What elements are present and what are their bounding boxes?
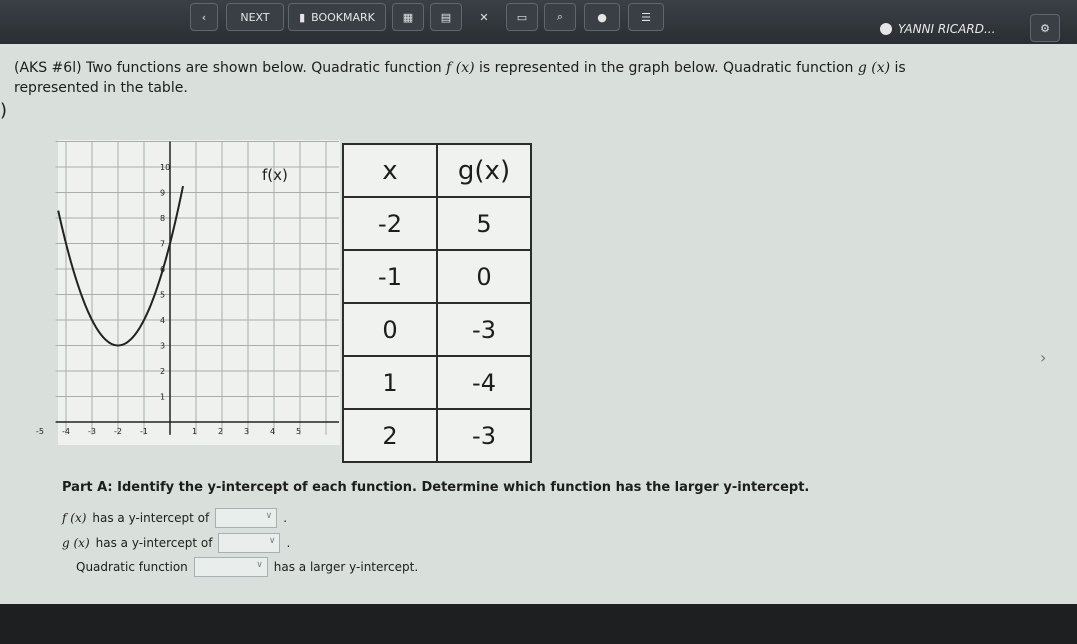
- table-row: [343, 197, 531, 250]
- y-tick-label: 2: [160, 367, 166, 376]
- g-table: [342, 143, 532, 463]
- question-middle: is represented in the graph below. Quadratic function: [474, 60, 858, 76]
- question-text: [14, 58, 1064, 98]
- table-row: [343, 303, 531, 356]
- user-name: YANNI RICARD...: [898, 22, 996, 36]
- question-suffix: is: [890, 60, 906, 76]
- f-intercept-dropdown[interactable]: [215, 508, 277, 528]
- table-header-row: [343, 144, 531, 197]
- table-cell: -3: [437, 303, 531, 356]
- bookmark-label: BOOKMARK: [311, 10, 375, 24]
- grid-icon[interactable]: ▦: [392, 3, 424, 31]
- answer-line-g: [62, 533, 290, 553]
- y-tick-label: 3: [160, 341, 166, 351]
- x-tick-label: -3: [88, 427, 96, 436]
- table-cell: 0: [343, 303, 437, 356]
- table-cell: -3: [437, 409, 531, 462]
- table-cell: -4: [437, 356, 531, 409]
- y-tick-label: 8: [160, 214, 166, 223]
- next-button[interactable]: [226, 3, 284, 31]
- chevron-down-icon: ∨: [256, 560, 263, 570]
- x-tick-label: 3: [244, 427, 250, 436]
- x-tick-label: 2: [218, 427, 224, 436]
- table-row: [343, 250, 531, 303]
- bookmark-icon: ▮: [299, 10, 306, 24]
- chevron-down-icon: ∨: [265, 511, 273, 521]
- chevron-right-icon: ›: [1040, 348, 1047, 367]
- x-tick-label: 4: [270, 427, 276, 436]
- g-intercept-dropdown[interactable]: [218, 533, 280, 553]
- answer-line-f: [62, 508, 287, 528]
- answer-text: Quadratic function: [76, 560, 188, 574]
- table-cell: 1: [343, 356, 437, 409]
- answer-line-compare: [76, 557, 418, 577]
- table-cell: -2: [343, 197, 437, 250]
- f-notation: f (x): [62, 511, 87, 525]
- graph-label: f(x): [262, 166, 288, 184]
- table-cell: 2: [343, 409, 437, 462]
- g-notation: g (x): [857, 60, 891, 76]
- y-tick-label: 10: [160, 163, 171, 172]
- table-header: x: [343, 144, 437, 197]
- chevron-down-icon: ∨: [268, 536, 276, 546]
- table-row: [343, 409, 531, 462]
- x-tick-label: -1: [140, 427, 148, 436]
- graph-svg: [36, 140, 340, 445]
- question-line2: represented in the table.: [14, 80, 188, 96]
- x-tick-label: -5: [36, 427, 44, 436]
- answer-text: has a y-intercept of: [95, 536, 213, 550]
- question-prefix: (AKS #6l) Two functions are shown below. Quadratic function: [14, 60, 447, 76]
- y-tick-label: 1: [160, 392, 166, 402]
- x-tick-label: 5: [296, 427, 302, 436]
- menu-icon[interactable]: ☰: [628, 3, 664, 31]
- y-tick-label: 5: [160, 290, 166, 300]
- next-label: NEXT: [240, 10, 270, 24]
- y-tick-label: 4: [160, 316, 166, 325]
- x-tick-label: -4: [62, 427, 70, 436]
- table-header: g(x): [437, 144, 531, 197]
- table-row: [343, 356, 531, 409]
- top-toolbar: [0, 0, 1077, 44]
- notepad-icon[interactable]: ▭: [506, 3, 538, 31]
- part-a-title: Part A: Identify the y-intercept of each function. Determine which function has the larger y-intercept.: [62, 480, 810, 495]
- table-cell: 5: [437, 197, 531, 250]
- settings-icon[interactable]: ⚙: [1030, 14, 1060, 42]
- function-graph: [36, 140, 340, 445]
- close-icon[interactable]: ✕: [479, 10, 489, 24]
- bookmark-button[interactable]: [288, 3, 386, 31]
- previous-button[interactable]: ‹: [190, 3, 218, 31]
- highlighter-icon[interactable]: ●: [584, 3, 620, 31]
- y-tick-label: 7: [160, 239, 166, 249]
- larger-function-dropdown[interactable]: [194, 557, 268, 577]
- x-tick-label: -2: [114, 427, 122, 436]
- period: .: [286, 536, 291, 550]
- g-notation: g (x): [62, 536, 90, 550]
- bracket-mark: ): [0, 100, 8, 121]
- calculator-icon[interactable]: ▤: [430, 3, 462, 31]
- user-info[interactable]: [880, 22, 995, 36]
- search-icon[interactable]: ⌕: [544, 3, 576, 31]
- user-icon: [880, 23, 892, 35]
- y-tick-label: 9: [160, 188, 166, 198]
- y-tick-label: 6: [160, 265, 166, 274]
- table-cell: 0: [437, 250, 531, 303]
- screen-bezel: [0, 604, 1077, 644]
- x-tick-label: 1: [192, 427, 198, 436]
- period: .: [283, 511, 288, 525]
- answer-text: has a larger y-intercept.: [273, 560, 419, 574]
- answer-text: has a y-intercept of: [92, 511, 210, 525]
- f-notation: f (x): [446, 60, 475, 76]
- table-cell: -1: [343, 250, 437, 303]
